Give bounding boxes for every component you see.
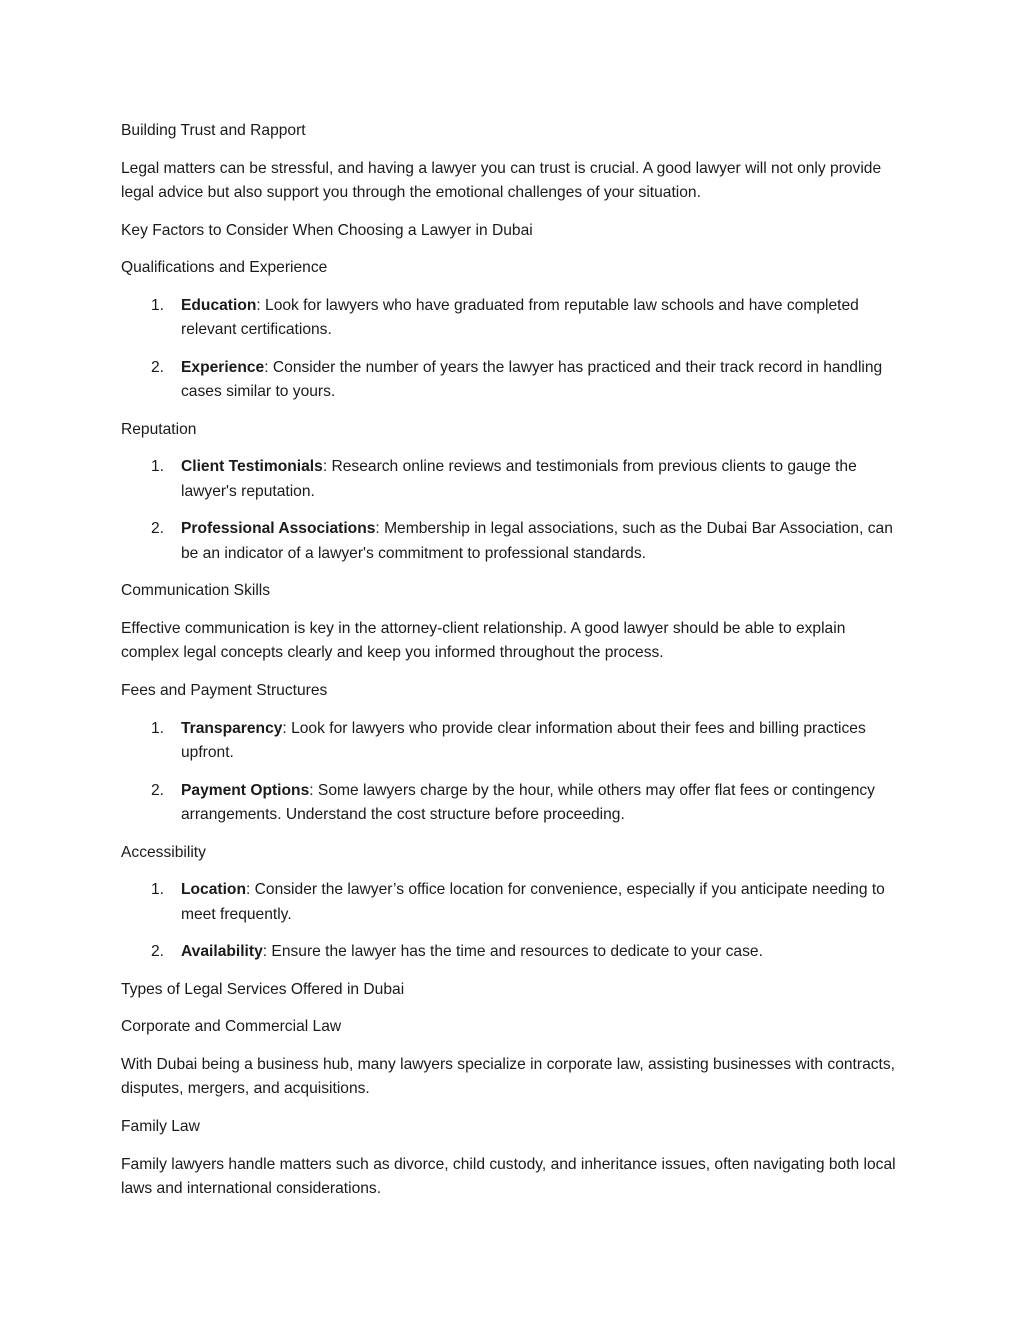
list-item xyxy=(121,356,901,405)
list-number: 1. xyxy=(151,881,165,899)
list-number: 1. xyxy=(151,296,165,314)
list-number: 2. xyxy=(151,358,165,376)
accessibility-list xyxy=(121,878,901,964)
section-heading-building-trust: Building Trust and Rapport xyxy=(121,122,306,139)
paragraph-building-trust: Legal matters can be stressful, and having a lawyer you can trust is crucial. A good lawyer will not only provide legal advice but also support you through the emotional challenges of your situation. xyxy=(121,159,882,201)
section-heading-key-factors: Key Factors to Consider When Choosing a Lawyer in Dubai xyxy=(121,221,533,239)
list-text: : Look for lawyers who have graduated from reputable law schools and have completed relevant certifications. xyxy=(181,296,859,339)
list-number: 1. xyxy=(151,719,165,737)
paragraph-family-law: Family lawyers handle matters such as divorce, child custody, and inheritance issues, often navigating both local laws and international considerations. xyxy=(121,1155,896,1197)
section-heading-legal-services: Types of Legal Services Offered in Dubai xyxy=(121,980,405,998)
reputation-list xyxy=(121,455,901,566)
list-text: : Membership in legal associations, such as the Dubai Bar Association, can be an indicator of a lawyer's commitment to professional standards. xyxy=(181,520,893,562)
qualifications-list xyxy=(121,294,901,405)
paragraph-communication: Effective communication is key in the attorney-client relationship. A good lawyer should be able to explain complex legal concepts clearly and keep you informed throughout the process. xyxy=(121,619,846,662)
list-term: Availability xyxy=(181,943,263,961)
section-heading-communication: Communication Skills xyxy=(121,582,271,600)
section-heading-family-law: Family Law xyxy=(121,1117,200,1135)
list-term: Location xyxy=(181,881,246,899)
paragraph-corporate-law: With Dubai being a business hub, many lawyers specialize in corporate law, assisting businesses with contracts, disputes, mergers, and acquisitions. xyxy=(121,1055,895,1098)
list-item xyxy=(121,878,901,927)
list-term: Client Testimonials xyxy=(181,458,323,476)
section-heading-qualifications: Qualifications and Experience xyxy=(121,259,328,277)
list-item xyxy=(121,517,901,566)
list-number: 2. xyxy=(151,520,165,538)
list-text: : Consider the lawyer’s office location for convenience, especially if you anticipate needing to meet frequently. xyxy=(181,881,885,923)
section-heading-reputation: Reputation xyxy=(121,420,197,438)
list-text: : Some lawyers charge by the hour, while others may offer flat fees or contingency arrangements. Understand the cost structure before proceeding. xyxy=(181,781,875,823)
list-term: Transparency xyxy=(181,719,283,737)
list-item xyxy=(121,294,901,343)
list-item xyxy=(121,779,901,828)
list-item xyxy=(121,940,901,964)
list-term: Payment Options xyxy=(181,781,310,799)
list-text: : Consider the number of years the lawyer has practiced and their track record in handling cases similar to yours. xyxy=(181,358,883,401)
list-number: 1. xyxy=(151,458,165,476)
list-text: : Look for lawyers who provide clear information about their fees and billing practices upfront. xyxy=(181,719,866,761)
list-item xyxy=(121,455,901,504)
list-number: 2. xyxy=(151,781,165,799)
list-text: : Ensure the lawyer has the time and resources to dedicate to your case. xyxy=(262,943,763,961)
list-item xyxy=(121,717,901,766)
fees-list xyxy=(121,717,901,828)
list-term: Professional Associations xyxy=(181,520,376,538)
list-term: Experience xyxy=(181,358,265,376)
list-number: 2. xyxy=(151,943,165,961)
section-heading-accessibility: Accessibility xyxy=(121,843,206,861)
list-term: Education xyxy=(181,296,257,314)
list-text: : Research online reviews and testimonials from previous clients to gauge the lawyer's reputation. xyxy=(181,458,857,500)
section-heading-fees: Fees and Payment Structures xyxy=(121,681,328,699)
document-page xyxy=(121,119,901,1215)
section-heading-corporate-law: Corporate and Commercial Law xyxy=(121,1018,342,1036)
